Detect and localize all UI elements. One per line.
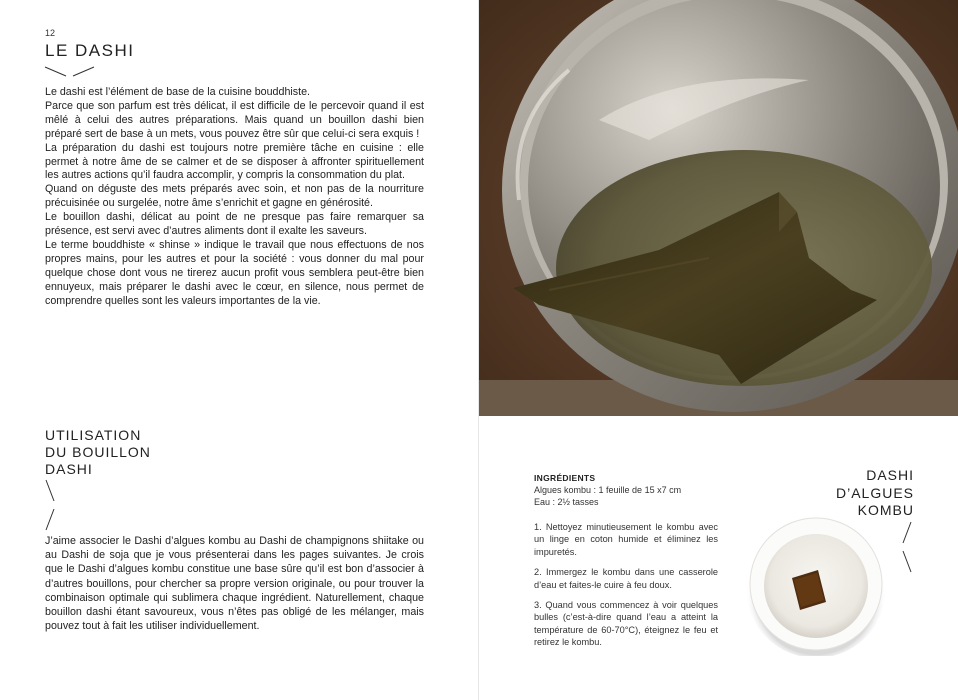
- bowl-illustration: [744, 512, 888, 656]
- pot-illustration: [479, 0, 958, 416]
- intro-paragraph: Quand on déguste des mets préparés avec soin, et non pas de la nourriture précuisinée ou surgelée, notre âme s’enrichit et gagne en générosité.: [45, 183, 424, 210]
- usage-section-title: [45, 427, 151, 478]
- slash-ornament: [901, 521, 915, 573]
- ingredients-block: [534, 472, 720, 508]
- intro-paragraph: La préparation du dashi est toujours notre première tâche en cuisine : elle permet à notre âme de se calmer et de se disposer à affronter spirituellement les autres actions qu’il faudra accomplir, y compris la consommation du plat.: [45, 141, 424, 182]
- recipe-step: 1. Nettoyez minutieusement le kombu avec un linge en coton humide et éliminez les impuretés.: [534, 522, 718, 557]
- ingredient-item: Algues kombu : 1 feuille de 15 x7 cm: [534, 485, 682, 495]
- photo-kombu-in-pot: [479, 0, 958, 416]
- chevron-ornament: [44, 66, 96, 78]
- page-title: LE DASHI: [45, 41, 135, 60]
- intro-paragraph: Le terme bouddhiste « shinse » indique le travail que nous effectuons de nos propres mains, pour les autres et pour la société : vous donner du mal pour quelque chose dont vous ne tirerez aucun profit vous semblera peut-être bien ennuyeux, mais préparer le dashi avec le cœur, en silence, nous permet de comprendre quelles sont les valeurs importantes de la vie.: [45, 238, 424, 307]
- usage-paragraph: J’aime associer le Dashi d’algues kombu au Dashi de champignons shiitake ou au Dashi de soja que je vous présenterai dans les pages suivantes. Je crois que le Dashi d’algues kombu constitue une base sûre qu’il est bon d’associer à d’autres bouillons, pour chercher sa propre version originale, ou pour trouver la combinaison optimale qui sublimera chaque ingrédient. Naturellement, chaque bouillon dashi étant savoureux, vous n’êtes pas obligé de les mélanger, mais pouvez tout à fait les utiliser individuellement.: [45, 535, 424, 633]
- intro-paragraph: Le dashi est l’élément de base de la cuisine bouddhiste.: [45, 86, 310, 98]
- usage-text: [45, 534, 424, 633]
- recipe-step: 2. Immergez le kombu dans une casserole d’eau et faites-le cuire à feu doux.: [534, 567, 718, 590]
- page-number: 12: [45, 28, 56, 38]
- usage-title-line: UTILISATION: [45, 427, 142, 443]
- recipe-steps: [534, 521, 718, 657]
- intro-text: [45, 86, 424, 309]
- intro-paragraph: Parce que son parfum est très délicat, il est difficile de le percevoir quand il est mêlé à celui des autres préparations. Mais quand un bouillon dashi bien préparé sert de base à un mets, vous pouvez être sûr que celui-ci sera exquis !: [45, 99, 424, 140]
- ingredient-item: Eau : 2½ tasses: [534, 497, 599, 507]
- recipe-title-line: KOMBU: [857, 502, 914, 518]
- ingredients-heading: INGRÉDIENTS: [534, 473, 596, 483]
- photo-kombu-in-bowl: [744, 512, 888, 656]
- intro-paragraph: Le bouillon dashi, délicat au point de ne presque pas faire remarquer sa présence, est servi avec d’autres aliments dont il exalte les saveurs.: [45, 211, 424, 238]
- recipe-title-line: D’ALGUES: [835, 484, 914, 501]
- recipe-step: 3. Quand vous commencez à voir quelques bulles (c’est-à-dire quand l’eau a atteint la température de 60-70°C), éteignez le feu et retirez le kombu.: [534, 600, 718, 648]
- slash-ornament: [44, 479, 58, 531]
- usage-title-line: DU BOUILLON: [45, 444, 151, 460]
- recipe-title-line: DASHI: [866, 467, 914, 483]
- usage-title-line: DASHI: [45, 461, 93, 477]
